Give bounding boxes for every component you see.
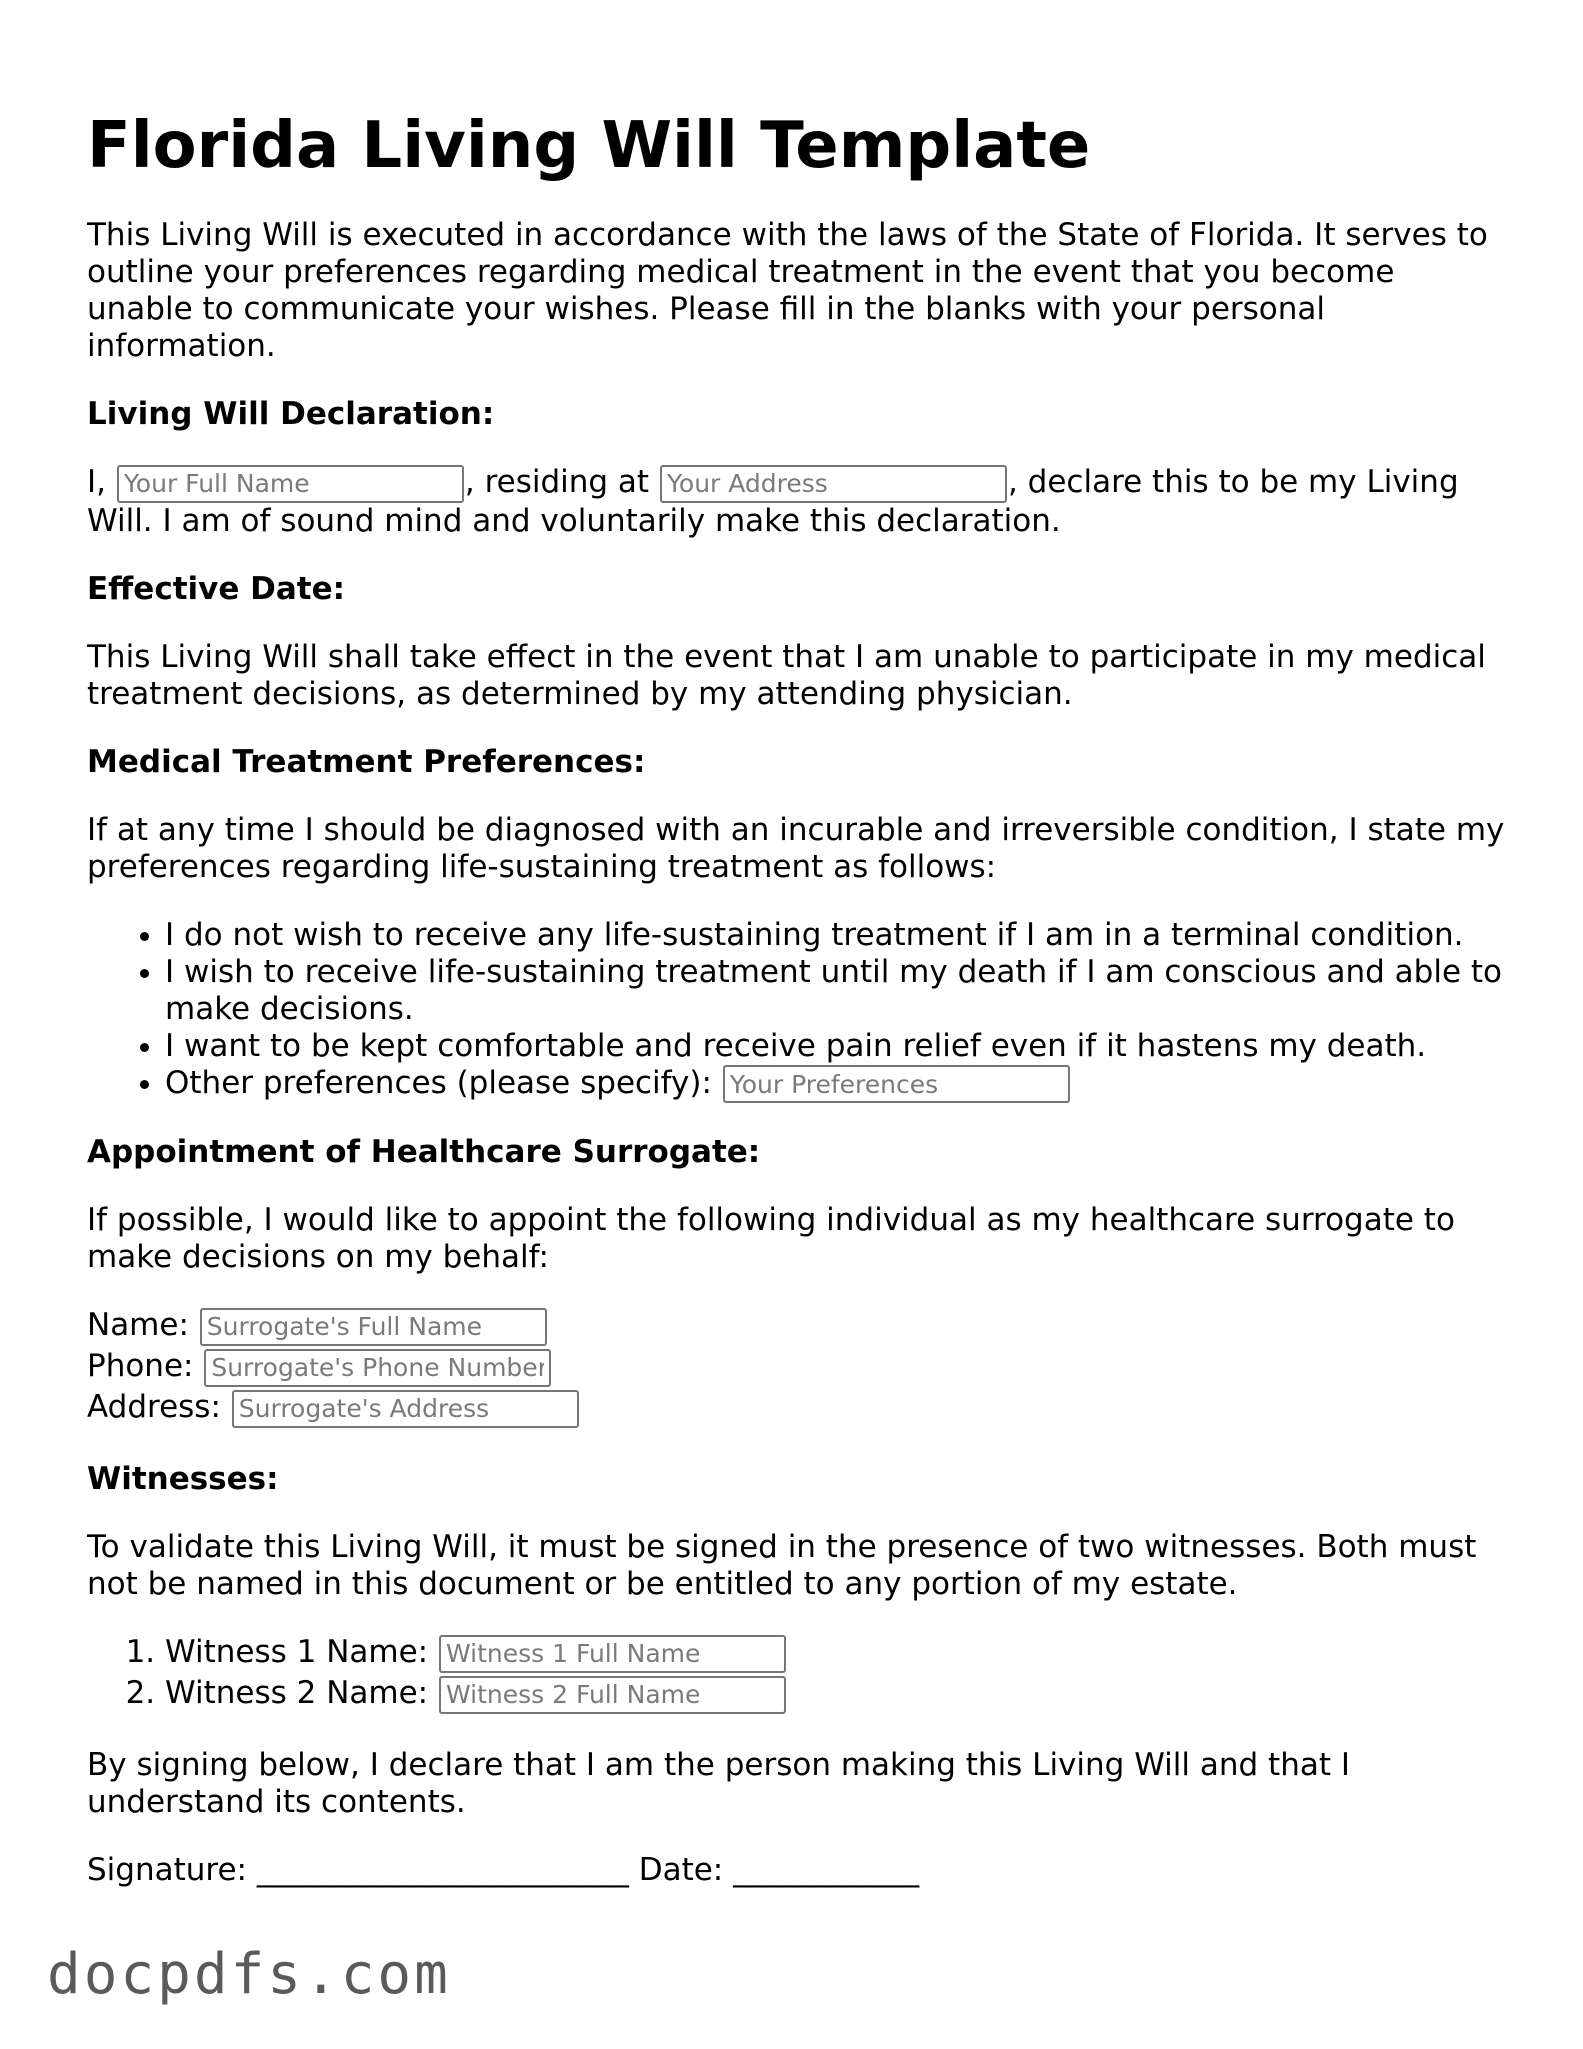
- declaration-paragraph: [87, 464, 1507, 540]
- effective-date-heading: Effective Date:: [87, 570, 346, 607]
- preferences-list: [87, 917, 1507, 1104]
- intro-paragraph: This Living Will is executed in accordance with the laws of the State of Florida. It serves to outline your preferences regarding medical treatment in the event that you become unable to communicate your wishes. Please fill in the blanks with your personal information.: [87, 217, 1488, 364]
- surrogate-name-input[interactable]: [200, 1308, 547, 1346]
- document-page: [87, 108, 1507, 1889]
- surrogate-heading: Appointment of Healthcare Surrogate:: [87, 1134, 761, 1170]
- signature-line: Signature: ________________________ Date: ____________: [87, 1852, 920, 1888]
- surrogate-phone-row: [87, 1348, 1507, 1389]
- effective-date-paragraph: This Living Will shall take effect in the event that I am unable to participate in my medical treatment decisions, as determined by my attending physician.: [87, 638, 1486, 712]
- surrogate-phone-input[interactable]: [204, 1349, 551, 1387]
- preference-item: • I want to be kept comfortable and receive pain relief even if it hastens my death.: [165, 1028, 1507, 1065]
- surrogate-address-row: [87, 1389, 1507, 1430]
- declaration-middle: , residing at: [464, 464, 650, 500]
- surrogate-phone-label: Phone:: [87, 1348, 194, 1384]
- watermark: docpdfs.com: [47, 1942, 451, 2007]
- preferences-input[interactable]: [723, 1065, 1070, 1103]
- witnesses-list: [87, 1634, 1507, 1716]
- closing-paragraph: By signing below, I declare that I am the person making this Living Will and that I understand its contents.: [87, 1747, 1350, 1820]
- address-input[interactable]: [660, 465, 1007, 503]
- declaration-prefix: I,: [87, 464, 106, 500]
- preference-item: • I do not wish to receive any life-sustaining treatment if I am in a terminal condition.: [165, 917, 1507, 954]
- surrogate-address-input[interactable]: [232, 1390, 579, 1428]
- preferences-paragraph: If at any time I should be diagnosed with an incurable and irreversible condition, I state my preferences regarding life-sustaining treatment as follows:: [87, 811, 1505, 885]
- witness-1-input[interactable]: [439, 1635, 786, 1673]
- page-title: Florida Living Will Template: [87, 109, 1091, 183]
- preference-item-other: [165, 1065, 1507, 1104]
- witnesses-heading: Witnesses:: [87, 1461, 279, 1497]
- preferences-heading: Medical Treatment Preferences:: [87, 743, 646, 780]
- other-preferences-label: Other preferences (please specify):: [165, 1064, 712, 1101]
- witness-2-input[interactable]: [439, 1676, 786, 1714]
- witness-1-label: Witness 1 Name:: [165, 1634, 429, 1670]
- declaration-suffix: , declare this to be my Living Will. I am of sound mind and voluntarily make this declaration.: [87, 464, 1459, 539]
- witness-item: [165, 1634, 1507, 1675]
- surrogate-fields: [87, 1307, 1507, 1430]
- witness-item: [165, 1675, 1507, 1716]
- preference-item: • I wish to receive life-sustaining treatment until my death if I am conscious and able to make decisions.: [165, 954, 1507, 1028]
- surrogate-name-label: Name:: [87, 1307, 189, 1343]
- witnesses-paragraph: To validate this Living Will, it must be signed in the presence of two witnesses. Both must not be named in this document or be entitled to any portion of my estate.: [87, 1529, 1477, 1602]
- surrogate-address-label: Address:: [87, 1389, 221, 1425]
- witness-2-label: Witness 2 Name:: [165, 1675, 429, 1711]
- surrogate-name-row: [87, 1307, 1507, 1348]
- full-name-input[interactable]: [117, 465, 464, 503]
- declaration-heading: Living Will Declaration:: [87, 396, 495, 432]
- surrogate-paragraph: If possible, I would like to appoint the following individual as my healthcare surrogate to make decisions on my behalf:: [87, 1202, 1455, 1275]
